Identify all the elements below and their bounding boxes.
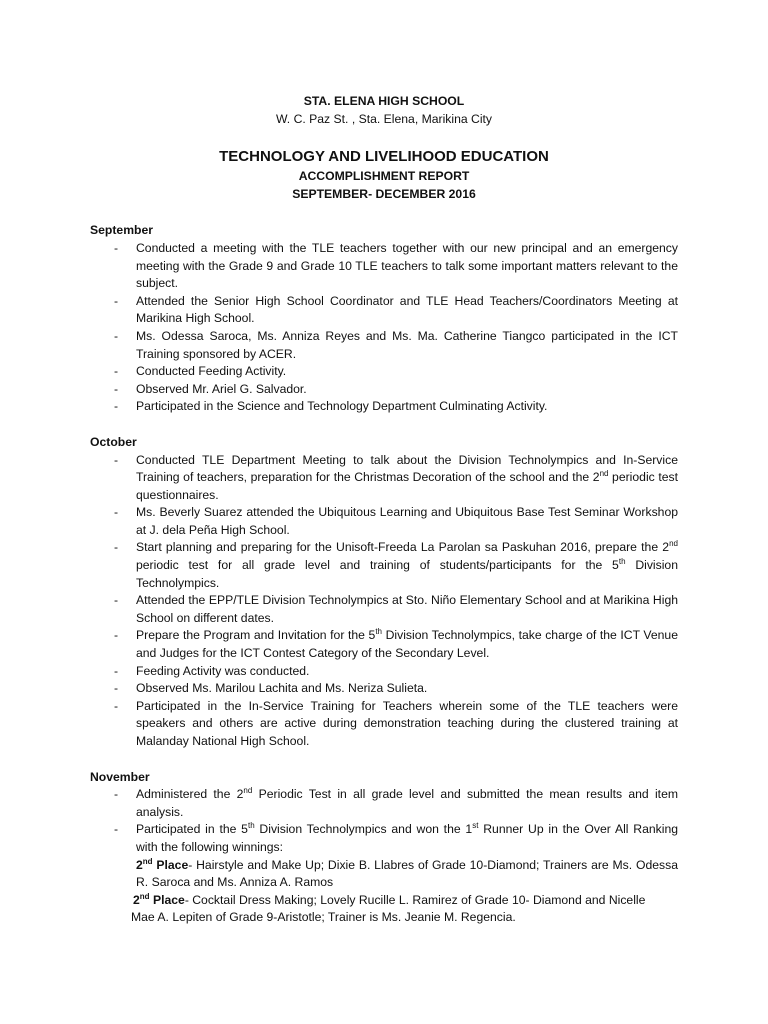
report-title: ACCOMPLISHMENT REPORT: [298, 169, 470, 184]
list-item: - Feeding Activity was conducted.: [90, 663, 678, 681]
list-item: - Attended the EPP/TLE Division Technolympics at Sto. Niño Elementary School and at Marikina High School on different dates.: [90, 592, 678, 627]
department-title: TECHNOLOGY AND LIVELIHOOD EDUCATION: [219, 148, 549, 166]
section-october: [90, 434, 678, 751]
winning-entry: 2nd Place- Cocktail Dress Making; Lovely Rucille L. Ramirez of Grade 10- Diamond and Nicelle: [133, 891, 646, 907]
list-item: - Prepare the Program and Invitation for the 5th Division Technolympics, take charge of the ICT Venue and Judges for the ICT Contest Category of the Secondary Level.: [90, 627, 678, 662]
school-address: W. C. Paz St. , Sta. Elena, Marikina City: [275, 111, 493, 126]
section-november: [90, 769, 678, 927]
section-september: [90, 222, 678, 416]
month-heading: November: [90, 769, 150, 784]
list-item: - Observed Mr. Ariel G. Salvador.: [90, 381, 678, 399]
list-item: - Conducted Feeding Activity.: [90, 363, 678, 381]
winning-entry-continued: Mae A. Lepiten of Grade 9-Aristotle; Trainer is Ms. Jeanie M. Regencia.: [131, 910, 516, 925]
list-item: - Administered the 2nd Periodic Test in all grade level and submitted the mean results and item analysis.: [90, 786, 678, 821]
november-list: [90, 786, 678, 856]
list-item: - Observed Ms. Marilou Lachita and Ms. Neriza Sulieta.: [90, 680, 678, 698]
list-item: - Participated in the Science and Technology Department Culminating Activity.: [90, 398, 678, 416]
month-heading: September: [90, 223, 153, 238]
list-item: - Attended the Senior High School Coordinator and TLE Head Teachers/Coordinators Meeting at Marikina High School.: [90, 293, 678, 328]
list-item: - Participated in the In-Service Training for Teachers wherein some of the TLE teachers were speakers and others are active during demonstration teaching during the clustered training at Malanday National High School.: [90, 698, 678, 751]
list-item: - Ms. Beverly Suarez attended the Ubiquitous Learning and Ubiquitous Base Test Seminar Workshop at J. dela Peña High School.: [90, 504, 678, 539]
list-item: - Participated in the 5th Division Technolympics and won the 1st Runner Up in the Over All Ranking with the following winnings:: [90, 821, 678, 856]
school-name: STA. ELENA HIGH SCHOOL: [303, 94, 465, 108]
winning-entry: 2nd Place- Hairstyle and Make Up; Dixie B. Llabres of Grade 10-Diamond; Trainers are Ms. Odessa R. Saroca and Ms. Anniza A. Ramos: [136, 856, 678, 890]
september-list: [90, 240, 678, 416]
october-list: [90, 452, 678, 751]
list-item: - Start planning and preparing for the Unisoft-Freeda La Parolan sa Paskuhan 2016, prepare the 2nd periodic test for all grade level and training of students/participants for the 5th Division Technolympics.: [90, 539, 678, 592]
list-item: - Conducted TLE Department Meeting to talk about the Division Technolympics and In-Service Training of teachers, preparation for the Christmas Decoration of the school and the 2nd periodic test questionnaires.: [90, 452, 678, 505]
report-period: SEPTEMBER- DECEMBER 2016: [292, 186, 476, 201]
month-heading: October: [90, 434, 137, 449]
list-item: - Conducted a meeting with the TLE teachers together with our new principal and an emergency meeting with the Grade 9 and Grade 10 TLE teachers to talk some important matters relevant to the subject.: [90, 240, 678, 293]
list-item: - Ms. Odessa Saroca, Ms. Anniza Reyes and Ms. Ma. Catherine Tiangco participated in the ICT Training sponsored by ACER.: [90, 328, 678, 363]
